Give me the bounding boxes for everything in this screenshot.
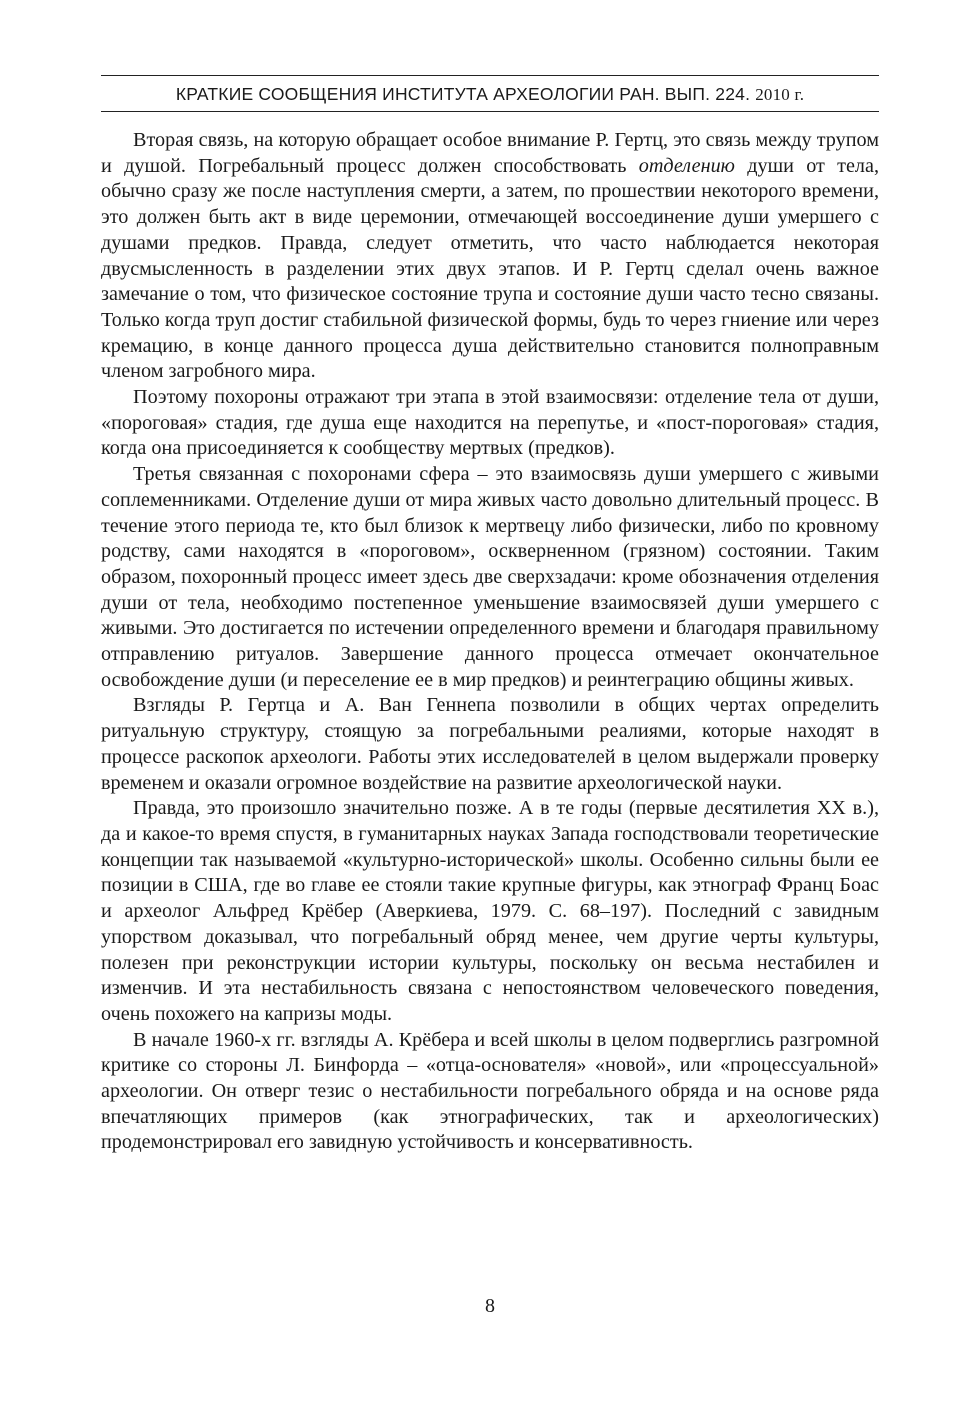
journal-title: КРАТКИЕ СООБЩЕНИЯ ИНСТИТУТА АРХЕОЛОГИИ РАН. ВЫП. 224.: [175, 84, 751, 104]
paragraph-1: [101, 128, 879, 385]
running-head: [101, 82, 879, 107]
journal-year: 2010 г.: [755, 85, 805, 104]
paragraph-1-emphasis: отделению: [638, 154, 735, 177]
paragraph-1-text-a: Вторая связь, на которую обращает особое внимание Р. Гертц, это связь между трупом и душой. Погребальный процесс должен способствовать: [101, 129, 879, 177]
paragraph-5: Правда, это произошло значительно позже. А в те годы (первые десятилетия XX в.), да и какое-то время спустя, в гуманитарных науках Запада господствовали теоретические концепции так называемой «культурно-исторической» школы. Особенно сильны были ее позиции в США, где во главе ее стояли такие крупные фигуры, как этнограф Франц Боас и археолог Альфред Крёбер (Аверкиева, 1979. С. 68–197). Последний с завидным упорством доказывал, что погребальный обряд менее, чем другие черты культуры, полезен при реконструкции истории культуры, поскольку он весьма нестабилен и изменчив. И эта нестабильность связана с непостоянством человеческого поведения, очень похожего на капризы моды.: [101, 797, 879, 1025]
paragraph-2: Поэтому похороны отражают три этапа в этой взаимосвязи: отделение тела от души, «пороговая» стадия, где душа еще находится на перепутье, и «пост-пороговая» стадия, когда она присоединяется к сообществу мертвых (предков).: [101, 386, 879, 460]
header-rule-top: [101, 75, 879, 76]
page-number: 8: [485, 1295, 495, 1317]
paragraph-4: Взгляды Р. Гертца и А. Ван Геннепа позволили в общих чертах определить ритуальную структуру, стоящую за погребальными реалиями, которые находят в процессе раскопок археологи. Работы этих исследователей в целом выдержали проверку временем и оказали огромное воздействие на развитие археологической науки.: [101, 694, 879, 794]
paragraph-3: Третья связанная с похоронами сфера – это взаимосвязь души умершего с живыми соплеменниками. Отделение души от мира живых часто довольно длительный процесс. В течение этого периода те, кто был близок к мертвецу либо физически, либо по кровному родству, сами находятся в «пороговом», оскверненном (грязном) состоянии. Таким образом, похоронный процесс имеет здесь две сверхзадачи: кроме обозначения отделения души от тела, необходимо постепенное уменьшение взаимосвязей души умершего с живыми. Это достигается по истечении определенного времени и благодаря правильному отправлению ритуалов. Завершение данного процесса отмечает окончательное освобождение души (и переселение ее в мир предков) и реинтеграцию общины живых.: [101, 463, 879, 691]
paragraph-6: В начале 1960-х гг. взгляды А. Крёбера и всей школы в целом подверглись разгромной критике со стороны Л. Бинфорда – «отца-основателя» «новой», или «процессуальной» археологии. Он отверг тезис о нестабильности погребального обряда и на основе ряда впечатляющих примеров (как этнографических, так и археологических) продемонстрировал его завидную устойчивость и консервативность.: [101, 1028, 879, 1154]
body-text: [101, 128, 879, 1156]
header-rule-bottom: [101, 111, 879, 112]
paragraph-1-text-b: души от тела, обычно сразу же после наступления смерти, а затем, по прошествии некоторого времени, это должен быть акт в виде церемонии, отмечающей воссоединение души умершего с душами предков. Правда, следует отметить, что часто наблюдается некоторая двусмысленность в разделении этих двух этапов. И Р. Гертц сделал очень важное замечание о том, что физическое состояние трупа и состояние души часто тесно связаны. Только когда труп достиг стабильной физической формы, будь то через гниение или через кремацию, в конце данного процесса душа действительно становится полноправным членом загробного мира.: [101, 154, 879, 383]
